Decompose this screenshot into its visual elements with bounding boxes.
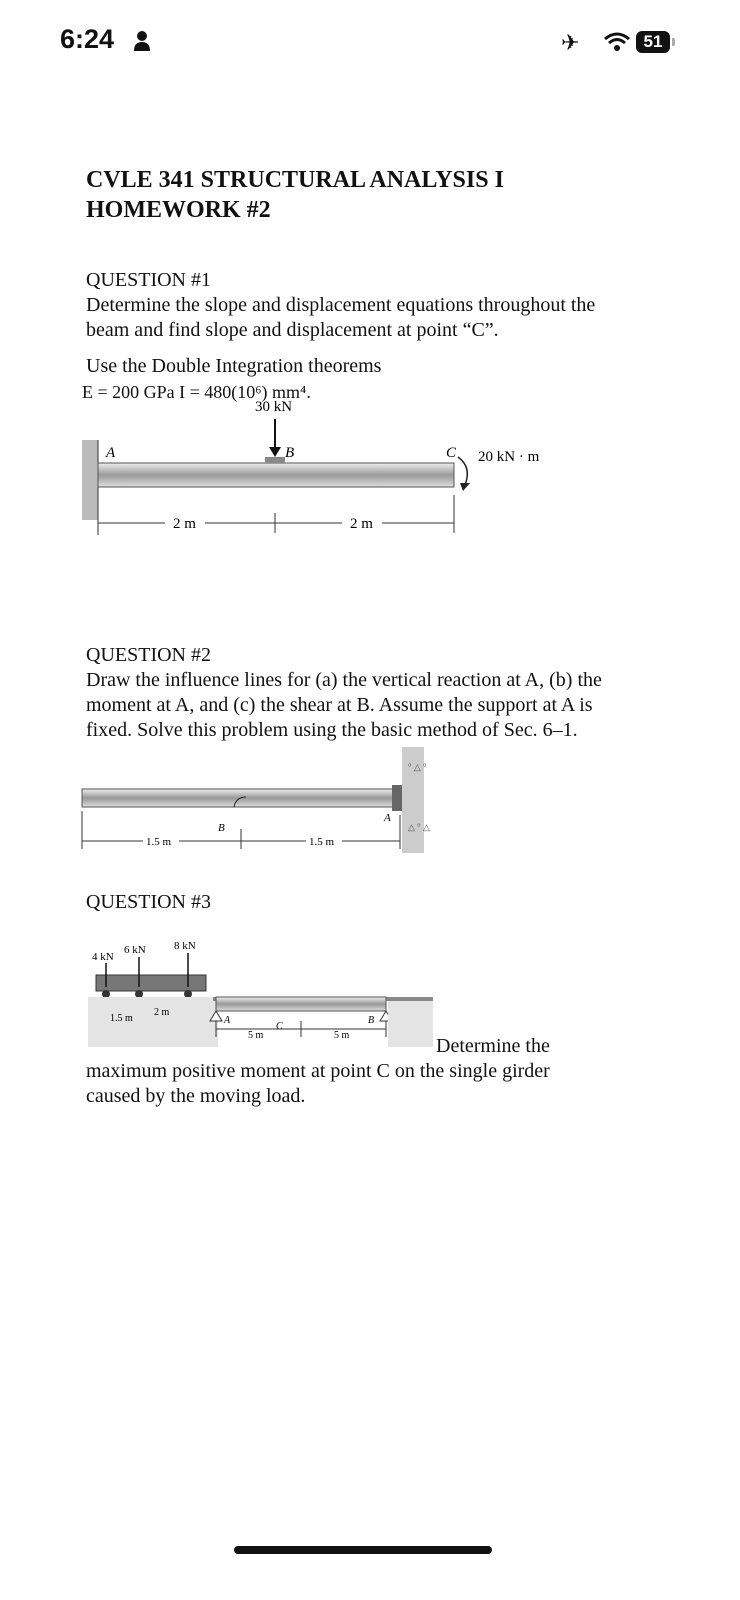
q1-load-label: 30 kN xyxy=(255,399,293,415)
home-indicator[interactable] xyxy=(234,1546,492,1554)
q1-moment-arrow xyxy=(458,457,467,485)
svg-text:1.5 m: 1.5 m xyxy=(146,836,172,848)
q1-line-1: Determine the slope and displacement equations throughout the xyxy=(86,294,596,316)
q1-beam-figure xyxy=(80,395,580,545)
battery-icon: 51 xyxy=(636,31,670,53)
q3-girder xyxy=(216,997,386,1011)
svg-text:8 kN: 8 kN xyxy=(174,940,196,952)
q2-text xyxy=(86,643,602,743)
svg-text:C: C xyxy=(446,445,457,461)
q3-line-2: maximum positive moment at point C on the single girder xyxy=(86,1060,550,1082)
wifi-icon xyxy=(604,32,630,52)
q2-heading: QUESTION #2 xyxy=(86,644,211,666)
page-title xyxy=(86,165,504,225)
q3-heading: QUESTION #3 xyxy=(86,891,211,913)
svg-text:B: B xyxy=(218,822,225,834)
svg-text:△ ° △: △ ° △ xyxy=(408,822,430,832)
q1-moment-label: 20 kN · m xyxy=(478,449,540,465)
svg-text:5 m: 5 m xyxy=(334,1030,350,1041)
q2-line-2: moment at A, and (c) the shear at B. Assume the support at A is xyxy=(86,694,593,716)
svg-text:5 m: 5 m xyxy=(248,1030,264,1041)
q1-fixed-wall xyxy=(82,440,98,520)
q1-line-2: beam and find slope and displacement at point “C”. xyxy=(86,319,499,341)
title-line-1: CVLE 341 STRUCTURAL ANALYSIS I xyxy=(86,167,504,193)
svg-text:° △ °: ° △ ° xyxy=(408,762,427,772)
q2-line-3: fixed. Solve this problem using the basic method of Sec. 6–1. xyxy=(86,719,578,741)
q3-line-3: caused by the moving load. xyxy=(86,1085,306,1107)
svg-text:A: A xyxy=(384,812,391,824)
status-bar xyxy=(0,0,740,90)
q2-beam-figure xyxy=(78,745,458,860)
q1-beam xyxy=(98,463,454,487)
svg-text:4 kN: 4 kN xyxy=(92,951,114,963)
q3-text xyxy=(86,1059,550,1109)
q2-line-1: Draw the influence lines for (a) the vertical reaction at A, (b) the xyxy=(86,669,602,691)
svg-text:2 m: 2 m xyxy=(350,516,373,532)
svg-text:2 m: 2 m xyxy=(154,1007,170,1018)
svg-text:C: C xyxy=(276,1021,283,1032)
svg-text:A: A xyxy=(106,445,116,461)
person-icon xyxy=(133,30,151,52)
q1-properties: E = 200 GPa I = 480(10⁶) mm⁴. xyxy=(82,382,311,402)
airplane-icon: ✈ xyxy=(561,30,580,55)
q1-text xyxy=(86,268,595,343)
svg-text:A: A xyxy=(224,1015,231,1026)
q1-load-arrow xyxy=(269,447,281,457)
svg-text:B: B xyxy=(368,1015,375,1026)
q3-line-1: Determine the xyxy=(436,1035,550,1057)
q3-truck xyxy=(96,975,206,991)
svg-text:1.5 m: 1.5 m xyxy=(110,1013,133,1024)
svg-text:6 kN: 6 kN xyxy=(124,944,146,956)
q1-method: Use the Double Integration theorems xyxy=(86,355,382,377)
q3-girder-figure xyxy=(88,935,438,1050)
svg-text:B: B xyxy=(285,445,295,461)
title-line-2: HOMEWORK #2 xyxy=(86,197,271,223)
status-time: 6:24 xyxy=(60,24,115,54)
svg-text:1.5 m: 1.5 m xyxy=(309,836,335,848)
svg-text:2 m: 2 m xyxy=(173,516,196,532)
q1-heading: QUESTION #1 xyxy=(86,269,211,291)
